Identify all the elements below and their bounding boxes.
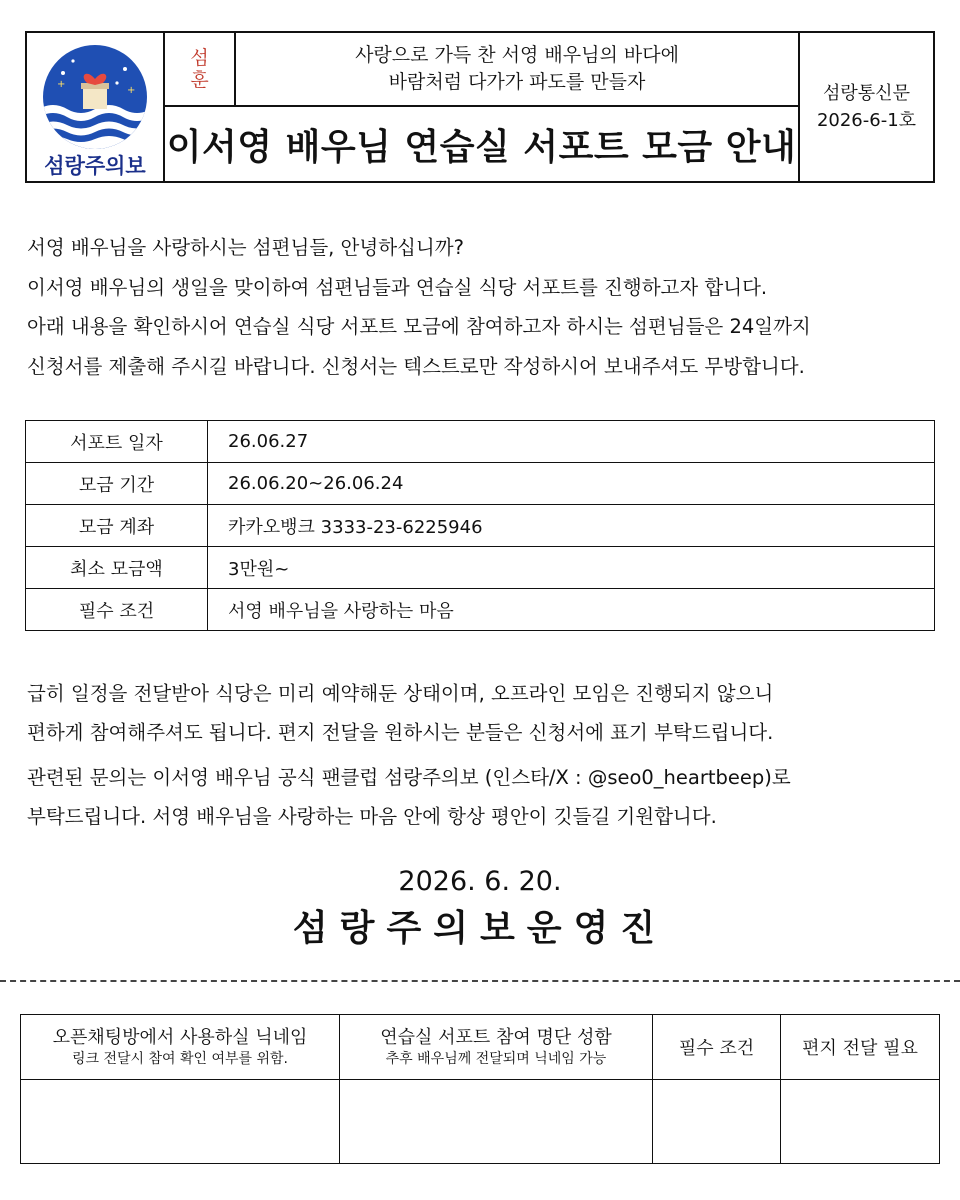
form-header-letter — [781, 1015, 940, 1080]
form-header-requirement — [653, 1015, 781, 1080]
table-row — [26, 505, 935, 547]
support-info-table — [25, 420, 935, 631]
info-label: 필수 조건 — [26, 589, 208, 631]
page-title: 이서영 배우님 연습실 서포트 모금 안내 — [166, 126, 797, 168]
table-row — [26, 463, 935, 505]
logo-wordmark: 섬랑주의보 — [44, 154, 146, 178]
notice-paragraph — [27, 674, 937, 836]
table-row — [26, 589, 935, 631]
form-header-nickname — [21, 1015, 340, 1080]
intro-line: 이서영 배우님의 생일을 맞이하여 섬편님들과 연습실 식당 서포트를 진행하고자 합니다. — [27, 275, 768, 299]
info-label: 서포트 일자 — [26, 421, 208, 463]
seonghun-char-1: 섬 — [190, 47, 209, 69]
info-label: 모금 계좌 — [26, 505, 208, 547]
form-header-main: 오픈채팅방에서 사용하실 닉네임 — [52, 1027, 308, 1048]
intro-line: 아래 내용을 확인하시어 연습실 식당 서포트 모금에 참여하고자 하시는 섬편님들은 24일까지 — [27, 315, 811, 338]
form-header-sub: 링크 전달시 참여 확인 여부를 위함. — [71, 1051, 289, 1067]
info-value: 카카오뱅크 3333-23-6225946 — [208, 505, 935, 547]
info-value: 3만원~ — [208, 547, 935, 589]
publication-name: 섬랑통신문 — [823, 83, 910, 104]
seonghun-label — [165, 33, 236, 107]
info-value: 26.06.27 — [208, 421, 935, 463]
notice-line: 급히 일정을 전달받아 식당은 미리 예약해둔 상태이며, 오프라인 모임은 진행되지 않으니 — [27, 682, 774, 705]
letter-entry-cell[interactable] — [781, 1080, 940, 1164]
info-label: 최소 모금액 — [26, 547, 208, 589]
form-header-sub: 추후 배우님께 전달되며 닉네임 가능 — [385, 1051, 607, 1067]
name-entry-cell[interactable] — [340, 1080, 653, 1164]
svg-text:+: + — [127, 85, 136, 96]
notice-line: 관련된 문의는 이서영 배우님 공식 팬클럽 섬랑주의보 (인스타/X : @seo0_heartbeep)로 — [27, 766, 791, 789]
fanclub-logo-icon — [39, 39, 151, 179]
svg-text:+: + — [57, 79, 66, 90]
form-header-main: 연습실 서포트 참여 명단 성함 — [380, 1027, 612, 1048]
table-row — [26, 547, 935, 589]
application-form-table — [20, 1014, 940, 1164]
form-header-row — [21, 1015, 940, 1080]
nickname-entry-cell[interactable] — [21, 1080, 340, 1164]
intro-line: 신청서를 제출해 주시길 바랍니다. 신청서는 텍스트로만 작성하시어 보내주셔도 무방합니다. — [27, 354, 805, 378]
signature-date: 2026. 6. 20. — [398, 866, 562, 897]
issue-number: 2026-6-1호 — [816, 110, 917, 131]
notice-line: 부탁드립니다. 서영 배우님을 사랑하는 마음 안에 항상 평안이 깃들길 기원합니다. — [27, 805, 717, 828]
notice-line: 편하게 참여해주셔도 됩니다. 편지 전달을 원하시는 분들은 신청서에 표기 부탁드립니다. — [27, 721, 774, 744]
info-label: 모금 기간 — [26, 463, 208, 505]
issue-info — [798, 33, 933, 181]
table-row — [26, 421, 935, 463]
requirement-entry-cell[interactable] — [653, 1080, 781, 1164]
intro-line: 서영 배우님을 사랑하시는 섬편님들, 안녕하십니까? — [27, 236, 464, 259]
slogan-line-1: 사랑으로 가득 찬 서영 배우님의 바다에 — [355, 44, 679, 66]
signature-org: 섬랑주의보운영진 — [292, 908, 668, 949]
cut-line-divider — [0, 980, 960, 982]
form-header-main: 편지 전달 필요 — [802, 1038, 918, 1059]
info-value: 서영 배우님을 사랑하는 마음 — [208, 589, 935, 631]
intro-paragraph — [27, 228, 937, 386]
logo-cell — [27, 33, 165, 181]
seonghun-char-2: 훈 — [190, 69, 209, 91]
slogan-line-2: 바람처럼 다가가 파도를 만들자 — [388, 71, 646, 93]
slogan — [236, 33, 798, 107]
form-entry-row — [21, 1080, 940, 1164]
form-header-name — [340, 1015, 653, 1080]
form-header-main: 필수 조건 — [678, 1038, 755, 1059]
info-value: 26.06.20~26.06.24 — [208, 463, 935, 505]
newsletter-header — [25, 31, 935, 183]
